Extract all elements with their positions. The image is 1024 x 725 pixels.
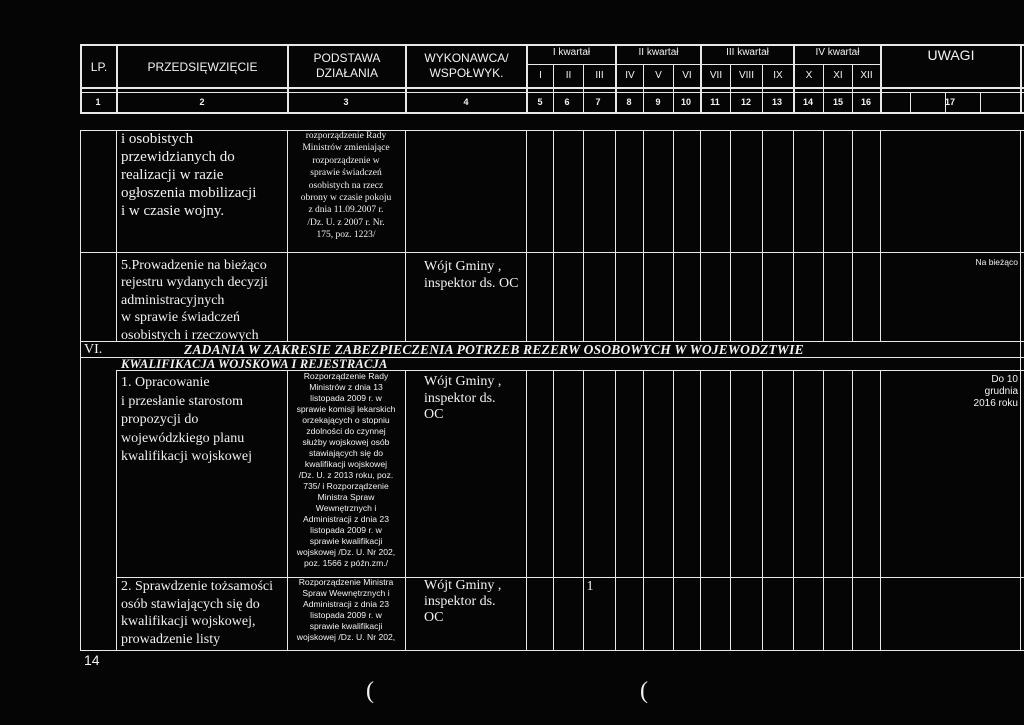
month-12: XII — [860, 70, 873, 81]
col-num-10: 10 — [680, 97, 691, 107]
month-4: IV — [625, 70, 635, 81]
month-6: VI — [682, 70, 692, 81]
col-num-7: 7 — [595, 97, 601, 107]
header-quarter-2: II kwartał — [638, 47, 679, 58]
row2-note: Na bieżąco — [975, 257, 1018, 267]
section-number: VI. — [84, 342, 103, 357]
header-quarter-4: IV kwartał — [815, 47, 860, 58]
footer-mark-right: ( — [640, 678, 648, 704]
col-num-14: 14 — [802, 97, 813, 107]
row2-task: 5.Prowadzenie na bieżąco rejestru wydanych decyzji administracyjnych w sprawie świadczeń osobistych i rzeczowych — [121, 258, 268, 343]
row3-note: Do 10 grudnia 2016 roku — [973, 374, 1018, 409]
page-number: 14 — [84, 652, 100, 668]
col-num-1: 1 — [95, 97, 101, 107]
col-num-16: 16 — [860, 97, 871, 107]
row3-task: 1. Opracowanie i przesłanie starostom propozycji do wojewódzkiego planu kwalifikacji wojskowej — [121, 375, 253, 465]
col-num-9: 9 — [655, 97, 661, 107]
row2-exec: Wójt Gminy , inspektor ds. OC — [424, 259, 519, 291]
col-num-8: 8 — [626, 97, 632, 107]
header-wykonawca: WYKONAWCA/ WSPOŁWYK. — [424, 51, 509, 80]
month-11: XI — [833, 70, 843, 81]
month-3: III — [595, 70, 604, 81]
header-quarter-1: I kwartał — [552, 47, 591, 58]
col-num-17: 17 — [944, 97, 955, 107]
month-5: V — [655, 70, 662, 81]
row3-basis: Rozporządzenie Rady Ministrów z dnia 13 listopada 2009 r. w sprawie komisji lekarskich orzekających o stopniu zdolności do czynnej służby wojskowej osób stawiających się do kwalifikacji wojskowej /Dz. U. z 2013 roku, poz. 735/ i Rozporządzenie Ministra Spraw Wewnętrznych i Administracji z dnia 23 listopada 2009 r. w sprawie kwalifikacji wojskowej /Dz. U. Nr 202, poz. 1566 z późn.zm./ — [296, 371, 396, 568]
month-7: VII — [709, 70, 723, 81]
row4-month-mark: 1 — [586, 579, 594, 594]
row3-exec: Wójt Gminy , inspektor ds. OC — [424, 374, 502, 422]
col-num-5: 5 — [537, 97, 543, 107]
header-uwagi: UWAGI — [927, 47, 975, 63]
header-podstawa: PODSTAWA DZIAŁANIA — [313, 51, 381, 80]
col-num-13: 13 — [771, 97, 782, 107]
col-num-11: 11 — [710, 97, 720, 107]
footer-mark-left: ( — [366, 678, 374, 704]
month-2: II — [565, 70, 572, 81]
header-przedsiewziecie: PRZEDSIĘWZIĘCIE — [147, 60, 258, 74]
month-8: VIII — [738, 70, 754, 81]
col-num-4: 4 — [463, 97, 469, 107]
row4-task: 2. Sprawdzenie tożsamości osób stawiających się do kwalifikacji wojskowej, prowadzenie listy — [121, 579, 274, 647]
row4-exec: Wójt Gminy , inspektor ds. OC — [424, 578, 502, 625]
month-10: X — [805, 70, 813, 81]
header-quarter-3: III kwartał — [726, 47, 769, 58]
row1-basis: rozporządzenie Rady Ministrów zmieniające rozporządzenie w sprawie świadczeń osobistych na rzecz obrony w czasie pokoju z dnia 11.09.2007 r. /Dz. U. z 2007 r. Nr. 175, poz. 1223/ — [300, 131, 392, 241]
section-subtitle: KWALIFIKACJA WOJSKOWA I REJESTRACJA — [121, 357, 388, 371]
col-num-6: 6 — [564, 97, 570, 107]
section-title: ZADANIA W ZAKRESIE ZABEZPIECZENIA POTRZEB REZERW OSOBOWYCH W WOJEWODZTWIE — [184, 342, 804, 357]
col-num-2: 2 — [199, 97, 205, 107]
col-num-3: 3 — [343, 97, 349, 107]
row4-basis: Rozporządzenie Ministra Spraw Wewnętrznych i Administracji z dnia 23 listopada 2009 r. w sprawie kwalifikacji wojskowej /Dz. U. Nr 202, — [296, 577, 396, 642]
month-9: IX — [773, 70, 783, 81]
col-num-15: 15 — [832, 97, 843, 107]
row1-task: i osobistych przewidzianych do realizacji w razie ogłoszenia mobilizacji i w czasie wojny. — [121, 131, 257, 219]
col-num-12: 12 — [740, 97, 751, 107]
header-lp: LP. — [90, 60, 108, 74]
month-1: I — [539, 70, 542, 81]
